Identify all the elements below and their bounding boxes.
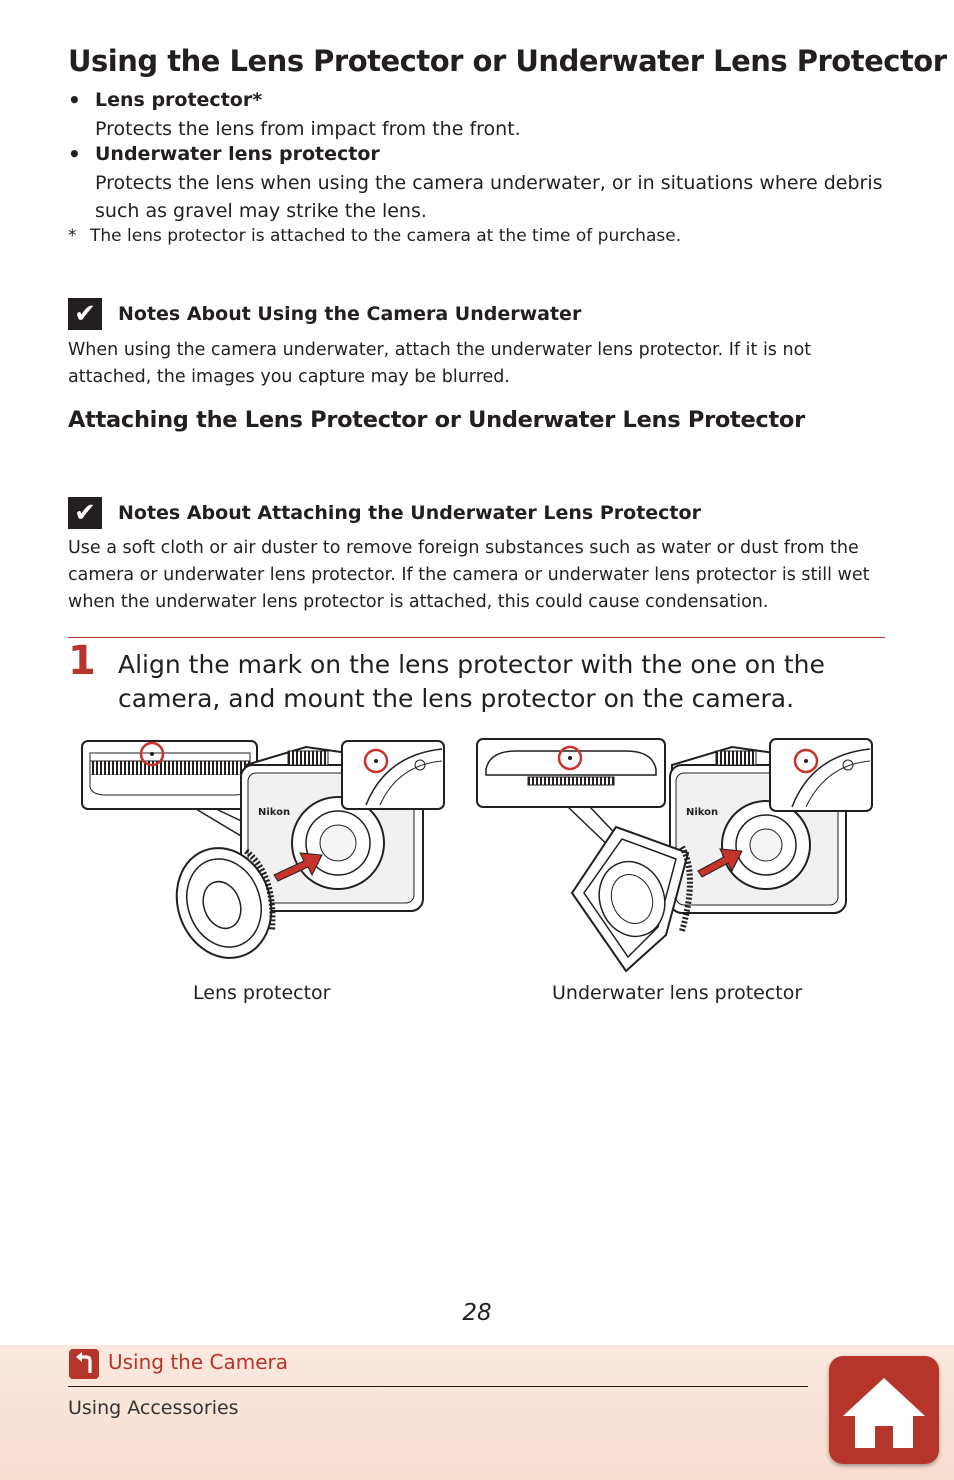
- lens-protector-illustration: [76, 735, 456, 975]
- page-number: 28: [462, 1300, 492, 1326]
- bullet-marker: •: [68, 142, 81, 166]
- step-number: 1: [68, 638, 96, 684]
- bullet-marker: •: [68, 88, 81, 112]
- section-subheading: Attaching the Lens Protector or Underwater Lens Protector: [68, 407, 805, 433]
- check-icon: ✔: [68, 497, 102, 529]
- camera-brand-label: Nikon: [258, 807, 291, 818]
- footnote: [68, 226, 681, 246]
- note-title-attaching: Notes About Attaching the Underwater Lens Protector: [118, 502, 701, 524]
- step-instruction: Align the mark on the lens protector with the one on the camera, and mount the lens protector on the camera.: [118, 650, 825, 713]
- home-button[interactable]: [829, 1356, 939, 1464]
- note-text-underwater: When using the camera underwater, attach the underwater lens protector. If it is not attached, the images you capture may be blurred.: [68, 340, 812, 387]
- underwater-mark-inset: [477, 739, 665, 807]
- footer-divider: [68, 1386, 808, 1387]
- camera-mark-inset: [342, 741, 444, 809]
- home-icon: [829, 1356, 939, 1464]
- back-arrow-icon[interactable]: [69, 1349, 99, 1379]
- check-icon: ✔: [68, 298, 102, 330]
- back-link-using-camera[interactable]: Using the Camera: [108, 1350, 289, 1374]
- note-title-underwater: Notes About Using the Camera Underwater: [118, 303, 582, 325]
- bullet-text-underwater-protector: Protects the lens when using the camera underwater, or in situations where debris such as gravel may strike the lens.: [95, 172, 883, 222]
- underwater-protector-illustration: [476, 735, 876, 975]
- bullet-heading-lens-protector: Lens protector*: [95, 89, 263, 111]
- footnote-symbol: *: [68, 226, 77, 246]
- caption-underwater-protector: Underwater lens protector: [552, 982, 803, 1004]
- camera-brand-label: Nikon: [686, 807, 719, 818]
- underwater-lens-protector: [572, 827, 690, 971]
- camera-mark-inset: [770, 739, 872, 811]
- bullet-text-lens-protector: Protects the lens from impact from the front.: [95, 118, 521, 140]
- note-text-attaching: Use a soft cloth or air duster to remove foreign substances such as water or dust from the camera or underwater lens protector. If the camera or underwater lens protector is still wet when the underwater lens protector is attached, this could cause condensation.: [68, 538, 870, 612]
- footer-section-name: Using Accessories: [68, 1397, 239, 1419]
- step-divider: [68, 637, 885, 638]
- page-title: Using the Lens Protector or Underwater Lens Protector: [68, 44, 947, 78]
- footnote-text: The lens protector is attached to the camera at the time of purchase.: [90, 226, 682, 246]
- caption-lens-protector: Lens protector: [193, 982, 331, 1004]
- bullet-heading-underwater-protector: Underwater lens protector: [95, 143, 380, 165]
